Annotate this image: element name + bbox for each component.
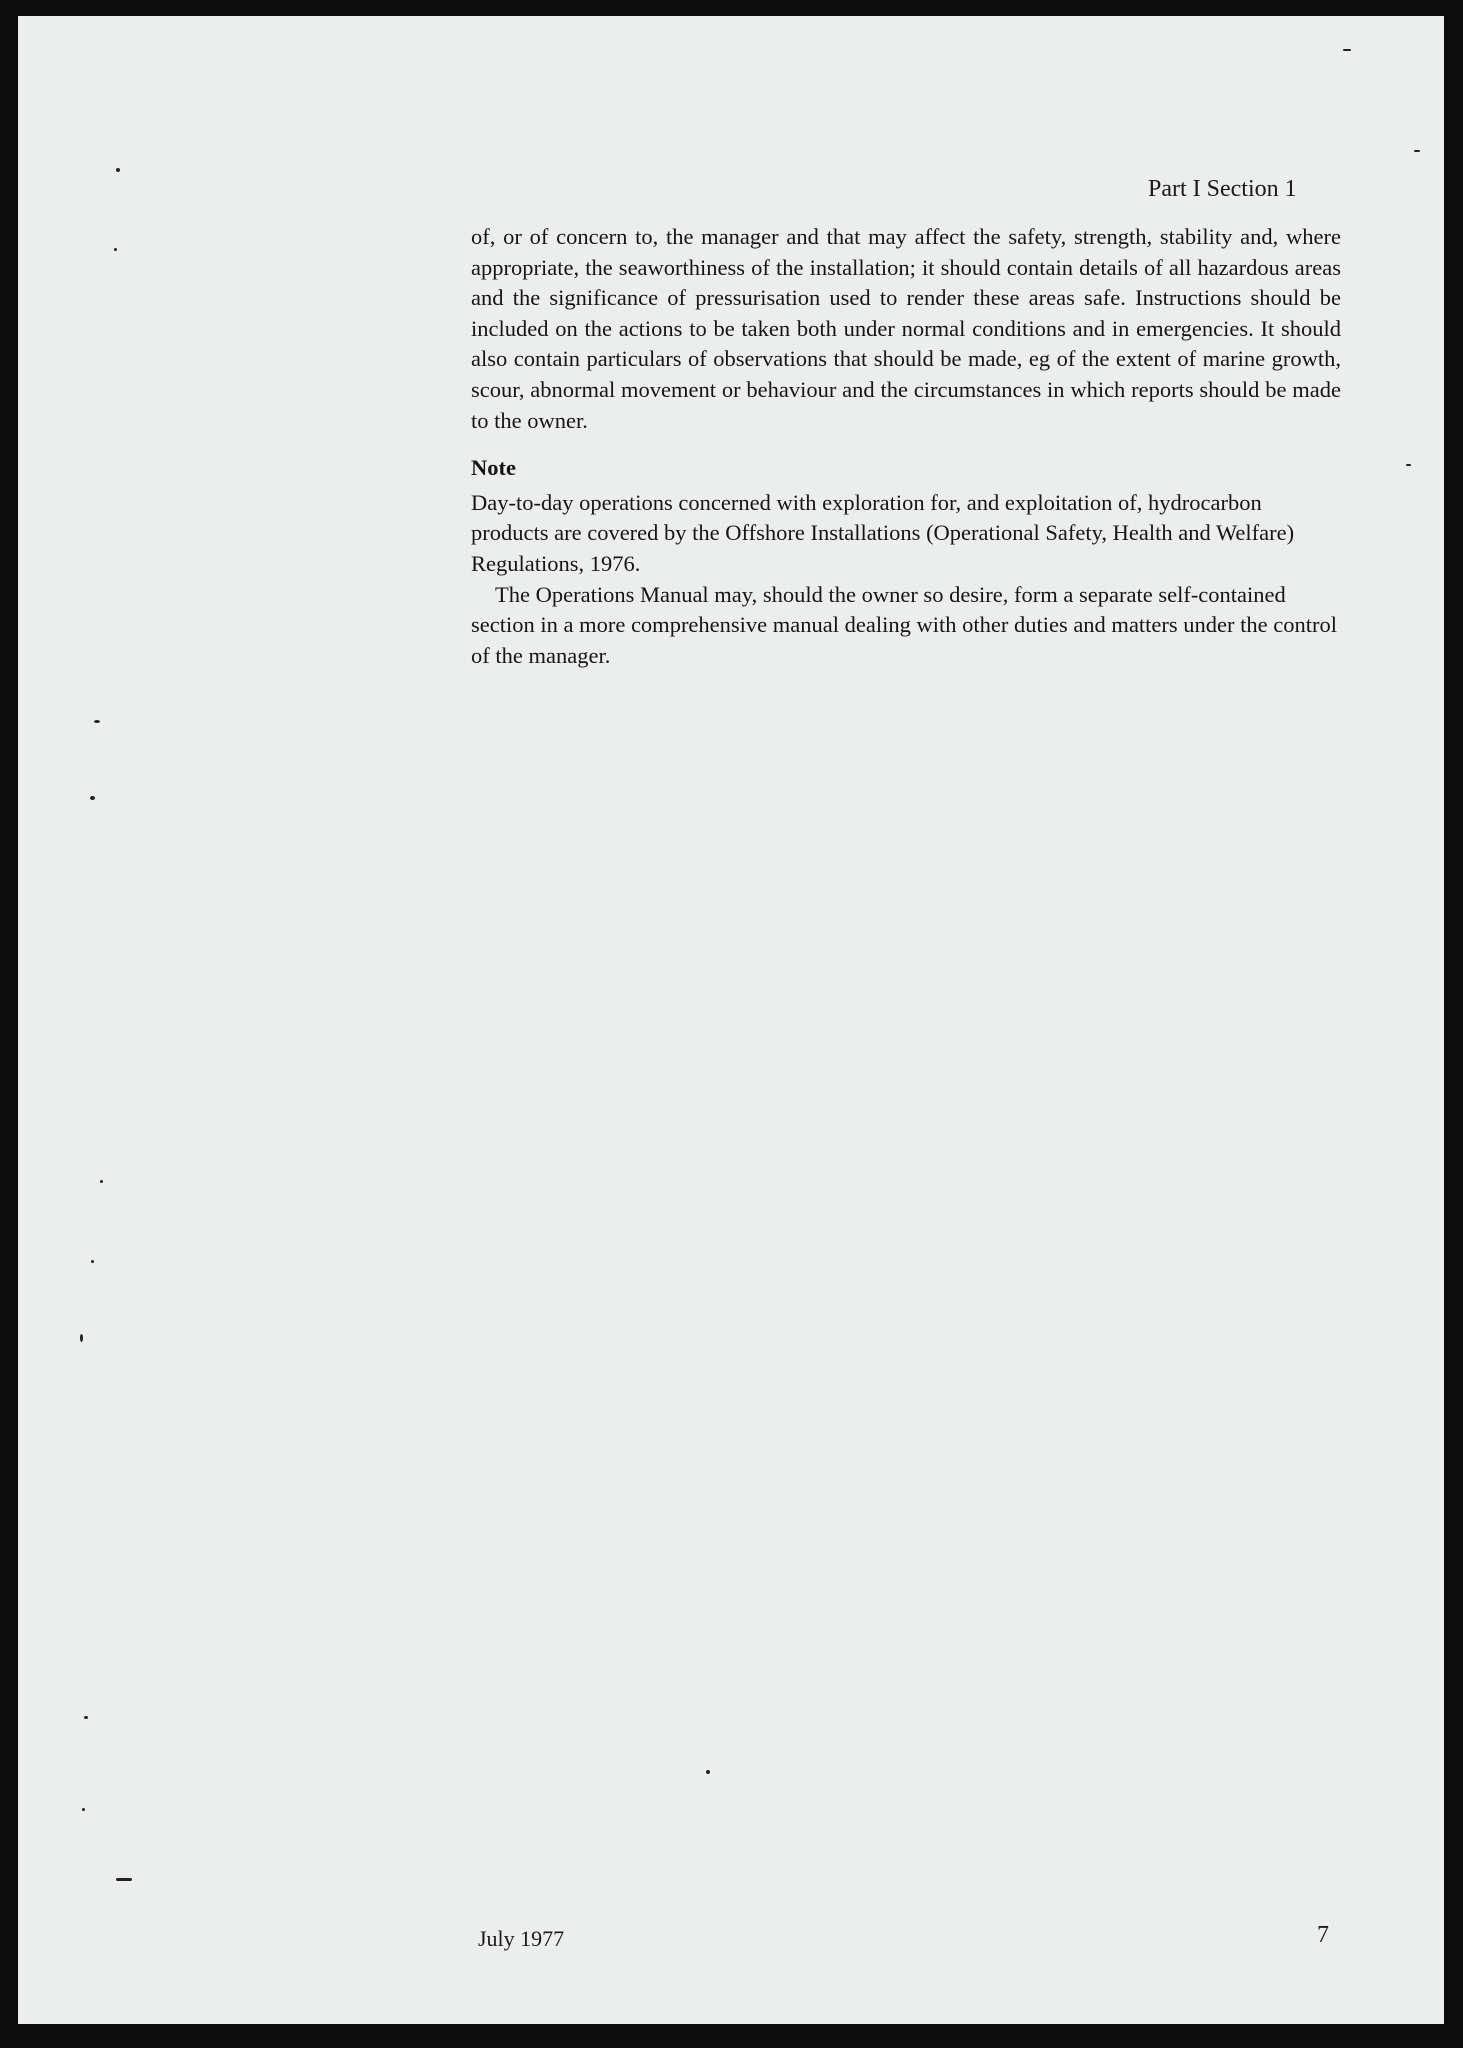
note-paragraph: Day-to-day operations concerned with exploration for, and exploitation of, hydrocarbon products are covered by the Offshore Installations (Operational Safety, Health and Welfare) Regulations, 1976. bbox=[471, 489, 1295, 576]
note-heading: Note bbox=[471, 455, 516, 481]
note-paragraph-indented: The Operations Manual may, should the owner so desire, form a separate self-contained section in a more comprehensive manual dealing with other duties and matters under the control of the manager. bbox=[471, 581, 1337, 668]
scan-speck bbox=[1406, 464, 1411, 466]
scan-speck bbox=[91, 1260, 94, 1263]
scan-speck bbox=[84, 1716, 88, 1719]
scan-speck bbox=[100, 1180, 103, 1183]
section-header: Part I Section 1 bbox=[1148, 176, 1297, 202]
scan-speck bbox=[94, 720, 100, 723]
scan-speck bbox=[82, 1808, 85, 1811]
scan-speck bbox=[1343, 49, 1351, 51]
scan-speck bbox=[116, 1878, 132, 1881]
scan-speck bbox=[80, 1334, 83, 1342]
scan-speck bbox=[90, 796, 95, 800]
page-number: 7 bbox=[1317, 1922, 1329, 1948]
footer-date: July 1977 bbox=[478, 1926, 565, 1951]
scan-speck bbox=[706, 1770, 710, 1774]
scan-speck bbox=[1414, 150, 1420, 152]
body-text bbox=[471, 222, 1341, 671]
scan-speck bbox=[114, 248, 117, 251]
scan-speck bbox=[116, 168, 120, 172]
document-page bbox=[18, 16, 1444, 2024]
body-paragraph: of, or of concern to, the manager and that may affect the safety, strength, stability and, where appropriate, the seaworthiness of the installation; it should contain details of all hazardous areas and the significance of pressurisation used to render these areas safe. Instructions should be included on the actions to be taken both under normal conditions and in emergencies. It should also contain particulars of observations that should be made, eg of the extent of marine growth, scour, abnormal movement or behaviour and the circumstances in which reports should be made to the owner. bbox=[471, 224, 1341, 433]
